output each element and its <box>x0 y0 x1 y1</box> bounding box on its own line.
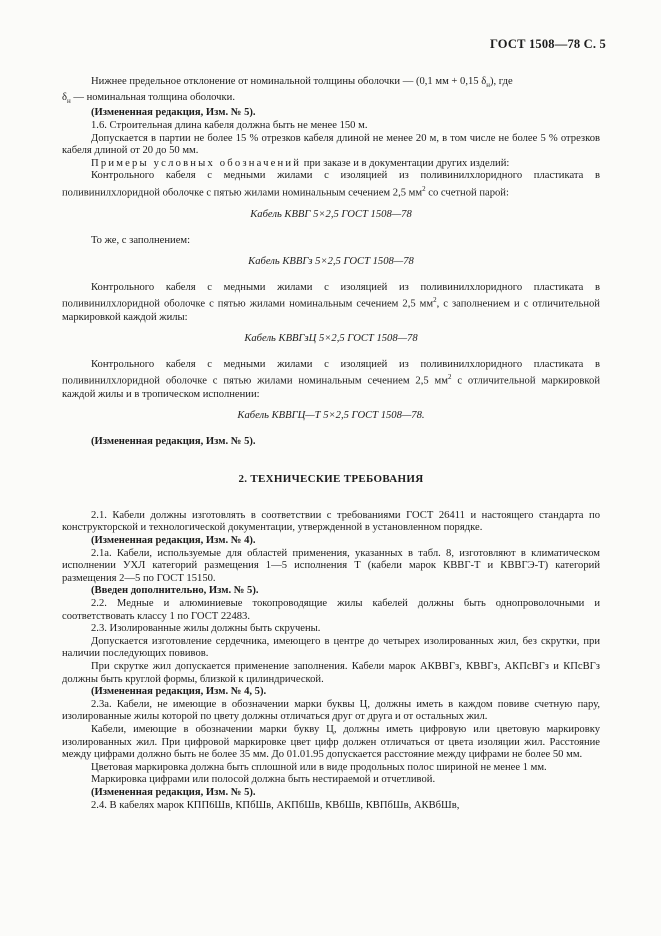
document-body <box>62 76 600 812</box>
paragraph: При скрутке жил допускается применение заполнения. Кабели марок АКВВГз, КВВГз, АКПсВГз и КПсВГз должны быть круглой формы, близкой к цилиндрической. <box>62 661 600 685</box>
designation-example: Кабель КВВГЦ—Т 5×2,5 ГОСТ 1508—78. <box>237 410 425 422</box>
revision-note: (Введен дополнительно, Изм. № 5). <box>91 585 259 597</box>
revision-note: (Измененная редакция, Изм. № 4, 5). <box>91 686 267 698</box>
paragraph <box>62 359 600 401</box>
text: Нижнее предельное отклонение от номинальной толщины оболочки — (0,1 мм + 0,15 δ <box>91 76 487 87</box>
paragraph: Допускается изготовление сердечника, имеющего в центре до четырех изолированных жил, без скрутки, при наличии последующих повивов. <box>62 635 600 660</box>
paragraph: Маркировка цифрами или полосой должна быть нестираемой и отчетливой. <box>91 774 436 786</box>
revision-note: (Измененная редакция, Изм. № 4). <box>91 535 256 547</box>
text: , с заполнением и с отличительной маркировкой каждой жилы: <box>62 299 600 323</box>
text: ), где <box>489 76 513 87</box>
clause-2-1: 2.1. Кабели должны изготовлять в соответствии с требованиями ГОСТ 26411 и настоящего стандарта по конструкторской и технологической документации, утвержденной в установленном порядке. <box>62 509 600 534</box>
clause-2-3: 2.3. Изолированные жилы должны быть скручены. <box>91 623 321 635</box>
designation-example: Кабель КВВГз 5×2,5 ГОСТ 1508—78 <box>248 256 414 268</box>
spaced-text: Примеры условных обозначений <box>91 157 302 169</box>
examples-heading <box>62 158 600 171</box>
subscript: н <box>486 81 490 90</box>
text: при заказе и в документации других изделий: <box>301 157 510 169</box>
symbol: δ <box>62 91 67 103</box>
designation-example: Кабель КВВГ 5×2,5 ГОСТ 1508—78 <box>250 209 412 221</box>
text: — номинальная толщина оболочки. <box>70 91 235 103</box>
paragraph: Цветовая маркировка должна быть сплошной или в виде продольных полос шириной не менее 1 мм. <box>91 761 547 773</box>
clause-2-1a: 2.1а. Кабели, используемые для областей применения, указанных в табл. 8, изготовляют в климатическом исполнении УХЛ категорий размещения 1—5 исполнения Т (кабели марок КВВГ-Т и КВВГЭ-Т) категорий размещения 2—5 по ГОСТ 15150. <box>62 547 600 584</box>
clause-2-2: 2.2. Медные и алюминиевые токопроводящие жилы кабелей должны быть однопроволочными и соответствовать классу 1 по ГОСТ 22483. <box>62 598 600 622</box>
revision-note: (Измененная редакция, Изм. № 5). <box>91 435 256 447</box>
paragraph <box>62 76 600 92</box>
text: Контрольного кабеля с медными жилами с изоляцией из поливинилхлоридного пластиката в поливинилхлоридной оболочке с пятью жилами номинальным сечением 2,5 мм <box>62 281 600 310</box>
paragraph <box>62 170 600 200</box>
paragraph: То же, с заполнением: <box>91 234 191 246</box>
section-title: 2. ТЕХНИЧЕСКИЕ ТРЕБОВАНИЯ <box>238 473 424 486</box>
superscript: 2 <box>433 296 437 305</box>
paragraph <box>62 282 600 324</box>
paragraph <box>62 92 600 108</box>
text: Контрольного кабеля с медными жилами с изоляцией из поливинилхлоридного пластиката в поливинилхлоридной оболочке с пятью жилами номинальным сечением 2,5 мм <box>62 170 600 199</box>
paragraph: Допускается в партии не более 15 % отрезков кабеля длиной не менее 20 м, в том числе не более 5 % отрезков кабеля длиной от 20 до 50 мм. <box>62 132 600 157</box>
text: с отличительной маркировкой каждой жилы и в тропическом исполнении: <box>62 375 600 400</box>
clause-2-4: 2.4. В кабелях марок КПП6Шв, КПбШв, АКПбШв, КВбШв, КВПбШв, АКВбШв, <box>91 799 460 811</box>
paragraph: Кабели, имеющие в обозначении марки букву Ц, должны иметь цифровую или цветовую маркировку изолированных жил. При цифровой маркировке цвет цифр должен отличаться от цвета изоляции жил. Расстояние между цифрами должно быть не более 35 мм. До 01.01.95 допускается расстояние между цифрами не более 50 мм. <box>62 723 600 761</box>
text: Контрольного кабеля с медными жилами с изоляцией из поливинилхлоридного пластиката в поливинилхлоридной оболочке с пятью жилами номинальным сечением 2,5 мм <box>62 358 600 387</box>
revision-note: (Измененная редакция, Изм. № 5). <box>91 786 256 798</box>
designation-example: Кабель КВВГзЦ 5×2,5 ГОСТ 1508—78 <box>244 333 418 345</box>
page-header: ГОСТ 1508—78 С. 5 <box>489 37 606 51</box>
revision-note: (Измененная редакция, Изм. № 5). <box>91 107 256 119</box>
superscript: 2 <box>422 184 426 193</box>
clause-1-6: 1.6. Строительная длина кабеля должна быть не менее 150 м. <box>91 120 368 131</box>
text: со счетной парой: <box>425 187 509 199</box>
clause-2-3a: 2.3а. Кабели, не имеющие в обозначении марки буквы Ц, должны иметь в каждом повиве счетную пару, изолированные жилы которой по цвету должны отличаться друг от друга и от остальных жил. <box>62 698 600 723</box>
superscript: 2 <box>447 373 452 382</box>
subscript: н <box>67 96 71 105</box>
